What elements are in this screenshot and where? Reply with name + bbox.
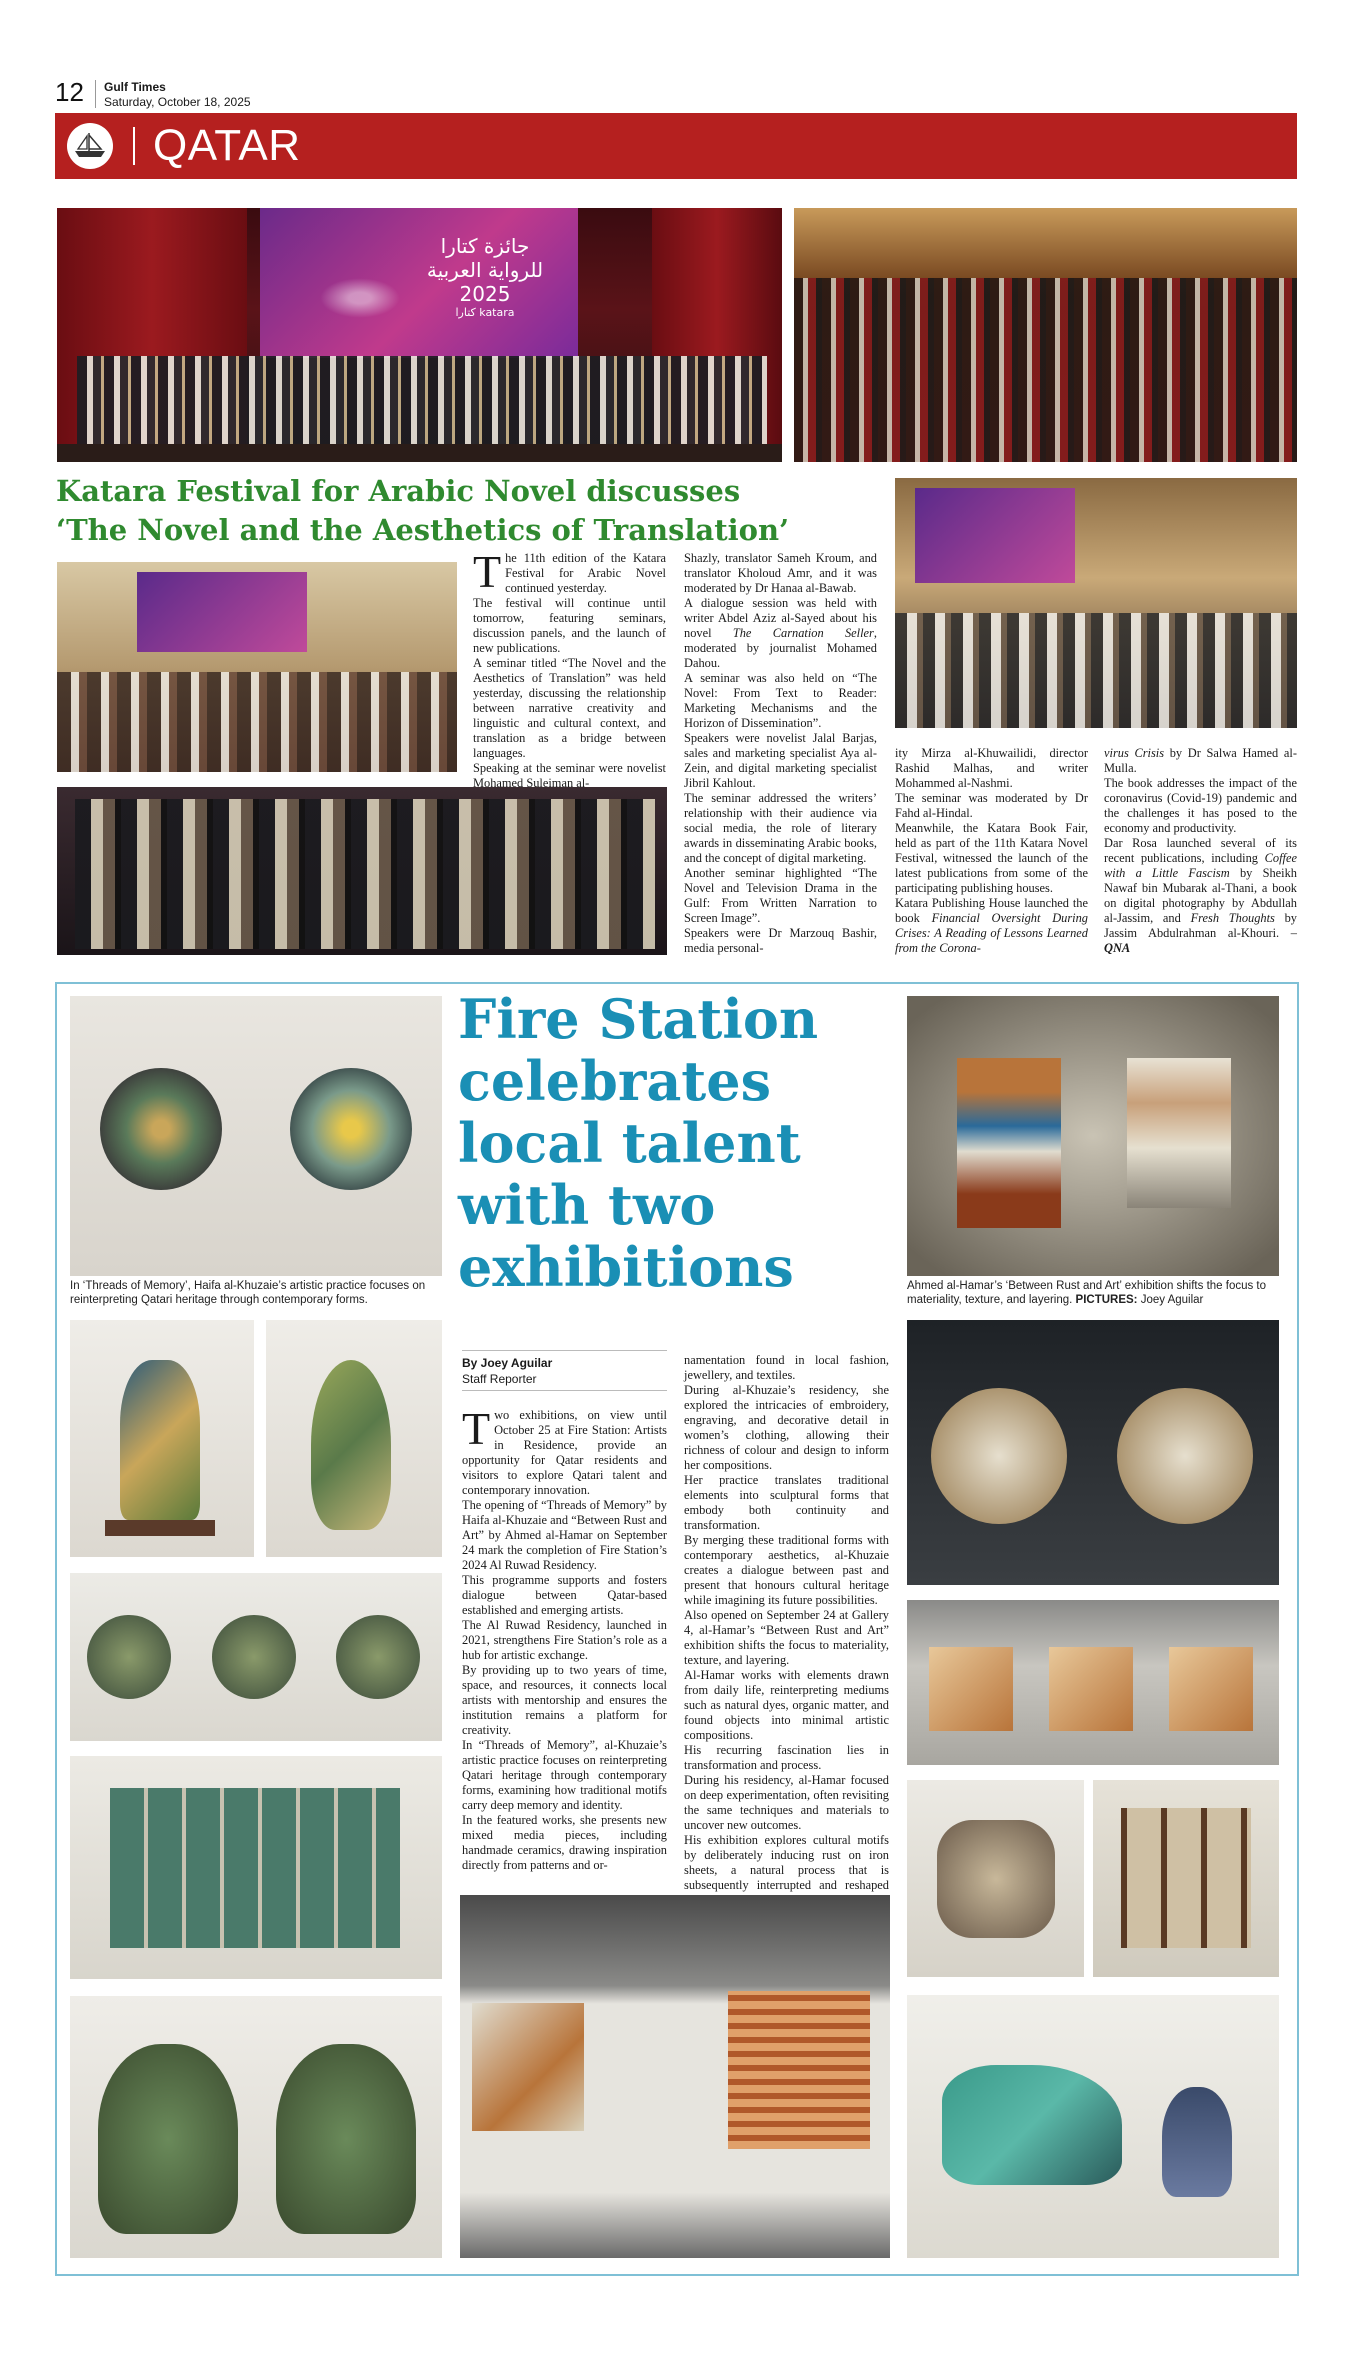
caption-photo-credit: Joey Aguilar (1137, 1294, 1204, 1306)
caption-pictures-label: PICTURES: (1075, 1294, 1138, 1306)
book-title-fresh: Fresh Thoughts (1190, 911, 1275, 925)
katara-col2-p2b: , moderated by journalist Mohamed Dahou. (684, 626, 877, 670)
ceramic-figure-2 (311, 1360, 391, 1530)
square-plate-2 (1049, 1647, 1133, 1731)
katara-col2-p4: Speakers were novelist Jalal Barjas, sales and marketing specialist Aya al-Zein, and digital marketing specialist Jibril Kahlout. (684, 731, 877, 790)
fire-col2-p3: Her practice translates traditional elements into sculptural forms that embody both continuity and transformation. (684, 1473, 889, 1532)
rust-panel-right (728, 1991, 870, 2149)
katara-col4-p3c: by Jassim Abdulrahman al-Khouri. – (1104, 911, 1297, 940)
audience-photo (794, 208, 1297, 462)
katara-headline-line2: ‘The Novel and the Aesthetics of Translation’ (56, 513, 790, 547)
book-title-coffee: Coffee with a Little Fascism (1104, 851, 1297, 880)
fire-headline-line5: exhibitions (458, 1235, 794, 1299)
fish-plates-photo (907, 1320, 1279, 1585)
dress-reliefs-photo (70, 1996, 442, 2258)
square-plates-photo (907, 1600, 1279, 1765)
byline: By Joey Aguilar (462, 1356, 553, 1370)
fish-plate-right (1117, 1388, 1253, 1524)
katara-headline (56, 472, 896, 550)
caption-right-text: Ahmed al-Hamar’s ‘Between Rust and Art’ exhibition shifts the focus to materiality, texture, and layering. (907, 1280, 1267, 1306)
katara-col3-p4a: Katara Publishing House launched the book (895, 896, 1088, 925)
figure-base-1 (105, 1520, 215, 1536)
rust-art-photo (907, 996, 1279, 1276)
people-row (77, 356, 767, 448)
katara-col1-p2: The festival will continue until tomorrow, featuring seminars, discussion panels, and the launch of new publications. (473, 596, 666, 655)
screen-logo: كتارا katara (455, 306, 515, 319)
wall-discs-photo (70, 1573, 442, 1741)
fire-col1-p6: In “Threads of Memory”, al-Khuzaie’s artistic practice focuses on reinterpreting Qatari heritage through contemporary forms, examining how traditional motifs carry deep memory and identity. (462, 1738, 667, 1812)
fire-col1-p3: This programme supports and fosters dialogue between Qatar-based established and emerging artists. (462, 1573, 667, 1617)
hall-screen (137, 572, 307, 652)
sculpture-photo-1 (70, 1320, 254, 1557)
panel-discussion-photo (895, 478, 1297, 728)
fire-headline-line3: local talent (458, 1111, 801, 1175)
seminar-hall-photo (57, 562, 457, 772)
square-plate-3 (1169, 1647, 1253, 1731)
wall-disc-2 (212, 1615, 296, 1699)
fire-col2-p7: His recurring fascination lies in transformation and process. (684, 1743, 889, 1772)
katara-col2-p7: Speakers were Dr Marzouq Bashir, media personal- (684, 926, 877, 955)
katara-col4-p3b: by Sheikh Nawaf bin Mubarak al-Thani, a book on digital photography by Abdullah al-Jassim, and (1104, 866, 1297, 925)
ceramic-vessel (937, 1820, 1055, 1938)
audience-crowd (794, 278, 1297, 462)
fire-col2-p4: By merging these traditional forms with contemporary aesthetics, al-Khuzaie creates a dialogue between past and present that honours cultural heritage while imagining its future possibilities. (684, 1533, 889, 1607)
katara-col2-p1: Shazly, translator Sameh Kroum, and translator Kholoud Amr, and it was moderated by Dr Hanaa al-Bawab. (684, 551, 877, 595)
caption-threads-of-memory: In ‘Threads of Memory’, Haifa al-Khuzaie’s artistic practice focuses on reinterpreting Qatari heritage through contemporary forms. (70, 1280, 426, 1306)
katara-col3-p2: The seminar was moderated by Dr Fahd al-Hindal. (895, 791, 1088, 820)
book-title-carnation: The Carnation Seller (732, 626, 874, 640)
dress-relief-1 (98, 2044, 238, 2234)
ceramic-figure-1 (120, 1360, 200, 1520)
section-title: QATAR (153, 121, 301, 170)
katara-col2-p6: Another seminar highlighted “The Novel and Television Drama in the Gulf: From Written Narration to Screen Image”. (684, 866, 877, 925)
circular-portraits-photo (70, 996, 442, 1276)
katara-col2 (684, 551, 877, 956)
fire-drop-cap: T (462, 1403, 491, 1454)
hall-audience (57, 672, 457, 772)
award-winners-photo (57, 787, 667, 955)
panel-screen (915, 488, 1075, 583)
tree-panel-photo (1093, 1780, 1279, 1977)
byline-rule-top (462, 1350, 667, 1351)
wall-disc-1 (87, 1615, 171, 1699)
fire-col1-p7: In the featured works, she presents new mixed media pieces, including handmade ceramics, drawing inspiration directly from patterns and or- (462, 1813, 667, 1872)
fire-headline-line4: with two (458, 1173, 716, 1237)
dhow-boat-icon (67, 123, 113, 169)
katara-col1-p4: Speaking at the seminar were novelist Mohamed Suleiman al- (473, 761, 666, 790)
green-tiles (110, 1788, 400, 1948)
katara-col4-p3a: Dar Rosa launched several of its recent publications, including (1104, 836, 1297, 865)
issue-date: Saturday, October 18, 2025 (104, 95, 251, 109)
katara-col1-p1: he 11th edition of the Katara Festival for Arabic Novel continued yesterday. (505, 551, 666, 595)
fire-col2 (684, 1353, 889, 1908)
katara-col1-p3: A seminar titled “The Novel and the Aesthetics of Translation” was held yesterday, discussing the relationship between narrative creativity and linguistic and cultural context, and translation as a bridge between languages. (473, 656, 666, 760)
stage-floor (57, 444, 782, 462)
fire-col2-p1: namentation found in local fashion, jewellery, and textiles. (684, 1353, 889, 1382)
katara-col2-p3: A seminar was also held on “The Novel: From Text to Reader: Marketing Mechanisms and the Horizon of Dissemination”. (684, 671, 877, 730)
caption-between-rust-and-art (907, 1279, 1279, 1307)
tree-motif-panel (1121, 1808, 1251, 1948)
fire-col2-p6: Al-Hamar works with elements drawn from daily life, reinterpreting mediums such as natural dyes, organic matter, and found objects into minimal artistic compositions. (684, 1668, 889, 1742)
fire-headline-line2: celebrates (458, 1049, 772, 1113)
byline-role: Staff Reporter (462, 1372, 537, 1386)
katara-col4-p2: The book addresses the impact of the coronavirus (Covid-19) pandemic and the challenges it has posed to the economy and productivity. (1104, 776, 1297, 835)
katara-drop-cap: T (473, 546, 502, 597)
rust-panel-left (472, 2003, 584, 2131)
katara-col3-p1: ity Mirza al-Khuwailidi, director Rashid Malhas, and writer Mohammed al-Nashmi. (895, 746, 1088, 790)
portrait-disc-right (290, 1068, 412, 1190)
portrait-disc-left (100, 1068, 222, 1190)
book-graphic (320, 278, 400, 318)
fire-headline-line1: Fire Station (458, 987, 819, 1051)
dress-relief-2 (276, 2044, 416, 2234)
fire-col1-p5: By providing up to two years of time, space, and resources, it connects local artists with mentorship and ensures the institution remains a platform for creativity. (462, 1663, 667, 1737)
fire-headline (458, 988, 898, 1298)
figure-sculpture (1162, 2087, 1232, 2197)
news-agency-credit: QNA (1104, 941, 1131, 955)
fire-col2-p2: During al-Khuzaie’s residency, she explored the intricacies of embroidery, engraving, and decorative detail in women’s clothing, allowing their richness of colour and design to inform her compositions. (684, 1383, 889, 1472)
fish-plate-left (931, 1388, 1067, 1524)
fire-col1-p1: wo exhibitions, on view until October 25 at Fire Station: Artists in Residence, provide an opportunity for Qatar residents and visitors to explore Qatari talent and contemporary innovation. (462, 1408, 667, 1497)
vessel-photo (907, 1780, 1084, 1977)
katara-col2-p2a: A dialogue session was held with writer Abdel Aziz al-Sayed about his novel (684, 596, 877, 640)
theater-balcony (794, 208, 1297, 278)
fire-col1-p2: The opening of “Threads of Memory” by Haifa al-Khuzaie and “Between Rust and Art” by Ahmed al-Hamar on September 24 mark the completion of Fire Station’s 2024 Al Ruwad Residency. (462, 1498, 667, 1572)
banner-divider (133, 127, 135, 165)
page-number: 12 (55, 77, 84, 107)
wall-disc-3 (336, 1615, 420, 1699)
fire-col2-p9: His exhibition explores cultural motifs by deliberately inducing rust on iron sheets, a natural process that is subsequently interrupted and reshaped (684, 1833, 889, 1892)
panel-audience (895, 613, 1297, 728)
header-divider (95, 80, 96, 108)
screen-title: جائزة كتارا للرواية العربية 2025 (426, 234, 544, 306)
teal-sculpture (942, 2065, 1122, 2185)
katara-col3 (895, 746, 1088, 956)
fire-col2-p5: Also opened on September 24 at Gallery 4, al-Hamar’s “Between Rust and Art” exhibition shifts the focus to materiality, texture, and layering. (684, 1608, 889, 1667)
rust-gallery-photo (460, 1895, 890, 2258)
katara-headline-line1: Katara Festival for Arabic Novel discusses (56, 474, 741, 508)
section-banner (55, 113, 1297, 179)
paper-name: Gulf Times (104, 80, 166, 94)
fire-col1 (462, 1403, 667, 1873)
fire-col1-p4: The Al Ruwad Residency, launched in 2021, strengthens Fire Station’s role as a hub for artistic exchange. (462, 1618, 667, 1662)
katara-col2-p5: The seminar addressed the writers’ relationship with their audience via social media, the role of literary awards in disseminating Arabic books, and the concept of digital marketing. (684, 791, 877, 865)
katara-col4-p1b: by Dr Salwa Hamed al-Mulla. (1104, 746, 1297, 775)
book-title-financial: Financial Oversight During Crises: A Reading of Lessons Learned from the Corona- (895, 911, 1088, 955)
tile-relief-photo (70, 1756, 442, 1979)
katara-col4 (1104, 746, 1297, 956)
square-plate-1 (929, 1647, 1013, 1731)
ceramic-figures-photo (907, 1995, 1279, 2258)
book-title-virus: virus Crisis (1104, 746, 1165, 760)
rust-canvas-1 (957, 1058, 1061, 1228)
sculpture-photo-2 (266, 1320, 442, 1557)
byline-rule-bottom (462, 1390, 667, 1391)
fire-col2-p8: During his residency, al-Hamar focused on deep experimentation, often revisiting the same techniques and materials to uncover new outcomes. (684, 1773, 889, 1832)
stage-group-photo (57, 208, 782, 462)
katara-col3-p3: Meanwhile, the Katara Book Fair, held as part of the 11th Katara Novel Festival, witnessed the launch of the latest publications from some of the participating publishing houses. (895, 821, 1088, 895)
rust-canvas-2 (1127, 1058, 1231, 1208)
stage-screen (260, 208, 578, 358)
winners-row (75, 799, 655, 949)
katara-col1 (473, 546, 666, 791)
